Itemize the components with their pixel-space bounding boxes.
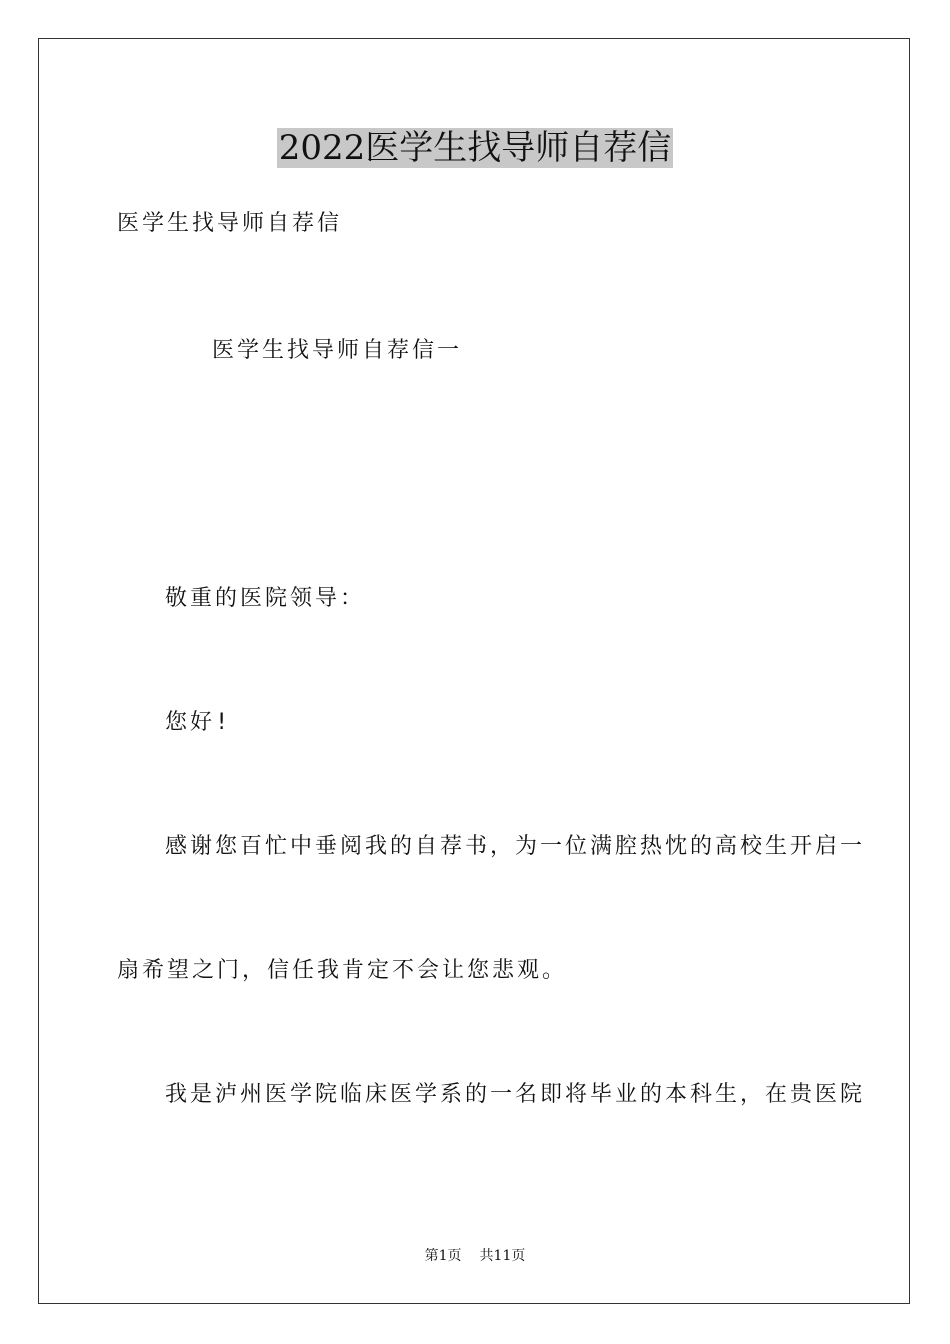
- body-line-salutation: 敬重的医院领导：: [165, 586, 366, 611]
- body-line-heading: 医学生找导师自荐信: [117, 211, 343, 236]
- body-line-paragraph-1b: 扇希望之门，信任我肯定不会让您悲观。: [117, 958, 568, 983]
- page-footer: [0, 1246, 950, 1266]
- total-pages: 共11页: [479, 1248, 526, 1264]
- document-title: [0, 126, 950, 170]
- page-number: 第1页: [424, 1248, 462, 1264]
- document-title-text: 2022医学生找导师自荐信: [278, 128, 672, 168]
- body-line-greeting: 您好!: [165, 710, 232, 735]
- body-line-paragraph-1a: 感谢您百忙中垂阅我的自荐书，为一位满腔热忱的高校生开启一: [165, 834, 866, 859]
- body-line-subheading: 医学生找导师自荐信一: [212, 338, 463, 363]
- body-line-paragraph-2a: 我是泸州医学院临床医学系的一名即将毕业的本科生，在贵医院: [165, 1082, 866, 1107]
